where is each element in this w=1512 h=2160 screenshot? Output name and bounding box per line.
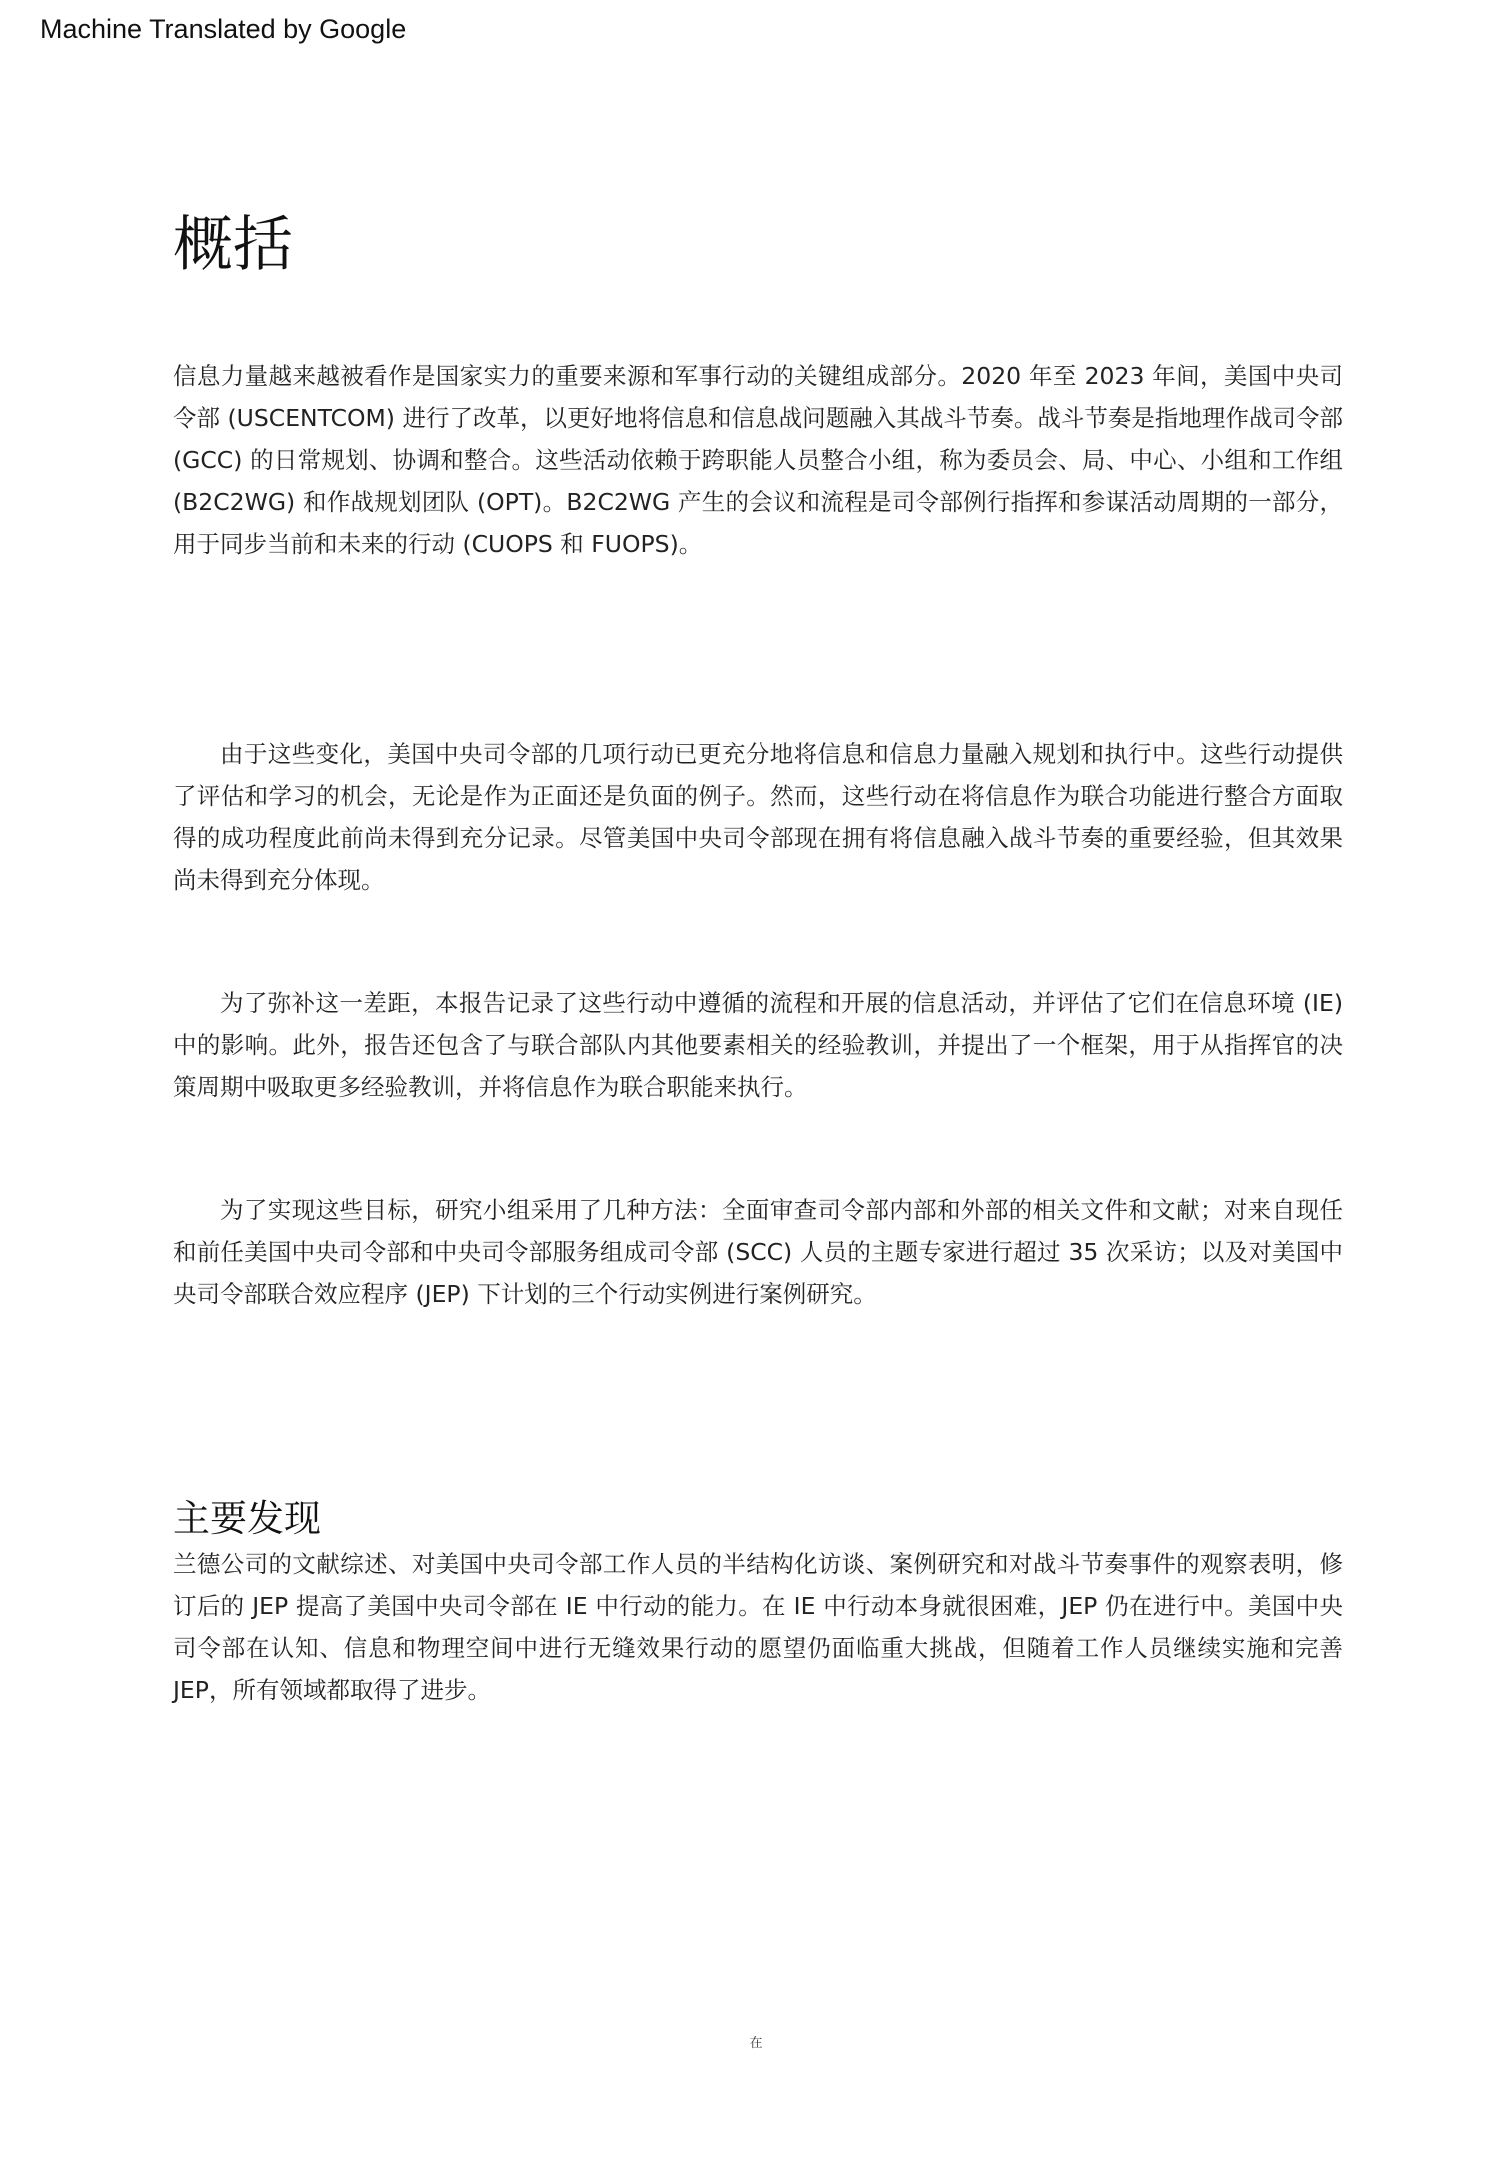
key-findings-paragraph: 兰德公司的文献综述、对美国中央司令部工作人员的半结构化访谈、案例研究和对战斗节奏事件的观察表明，修订后的 JEP 提高了美国中央司令部在 IE 中行动的能力。在 IE 中行动本身就很困难，JEP 仍在进行中。美国中央司令部在认知、信息和物理空间中进行无缝效果行动的愿望仍面临重大挑战，但随着工作人员继续实施和完善 JEP，所有领域都取得了进步。 [173, 1550, 1343, 1704]
page-content [173, 205, 1343, 1711]
summary-paragraph-3: 为了弥补这一差距，本报告记录了这些行动中遵循的流程和开展的信息活动，并评估了它们在信息环境 (IE) 中的影响。此外，报告还包含了与联合部队内其他要素相关的经验教训，并提出了一个框架，用于从指挥官的决策周期中吸取更多经验教训，并将信息作为联合职能来执行。 [173, 989, 1343, 1101]
summary-paragraph-1: 信息力量越来越被看作是国家实力的重要来源和军事行动的关键组成部分。2020 年至 2023 年间，美国中央司令部 (USCENTCOM) 进行了改革，以更好地将信息和信息战问题融入其战斗节奏。战斗节奏是指地理作战司令部 (GCC) 的日常规划、协调和整合。这些活动依赖于跨职能人员整合小组，称为委员会、局、中心、小组和工作组 (B2C2WG) 和作战规划团队 (OPT)。B2C2WG 产生的会议和流程是司令部例行指挥和参谋活动周期的一部分，用于同步当前和未来的行动 (CUOPS 和 FUOPS)。 [173, 362, 1343, 558]
summary-paragraph-4: 为了实现这些目标，研究小组采用了几种方法：全面审查司令部内部和外部的相关文件和文献；对来自现任和前任美国中央司令部和中央司令部服务组成司令部 (SCC) 人员的主题专家进行超过 35 次采访；以及对美国中央司令部联合效应程序 (JEP) 下计划的三个行动实例进行案例研究。 [173, 1196, 1343, 1308]
page-title: 概括 [173, 210, 293, 280]
page-number: 在 [749, 2036, 763, 2051]
machine-translation-banner: Machine Translated by Google [40, 14, 407, 44]
summary-paragraph-2: 由于这些变化，美国中央司令部的几项行动已更充分地将信息和信息力量融入规划和执行中。这些行动提供了评估和学习的机会，无论是作为正面还是负面的例子。然而，这些行动在将信息作为联合功能进行整合方面取得的成功程度此前尚未得到充分记录。尽管美国中央司令部现在拥有将信息融入战斗节奏的重要经验，但其效果尚未得到充分体现。 [173, 740, 1343, 894]
key-findings-heading: 主要发现 [173, 1497, 321, 1540]
